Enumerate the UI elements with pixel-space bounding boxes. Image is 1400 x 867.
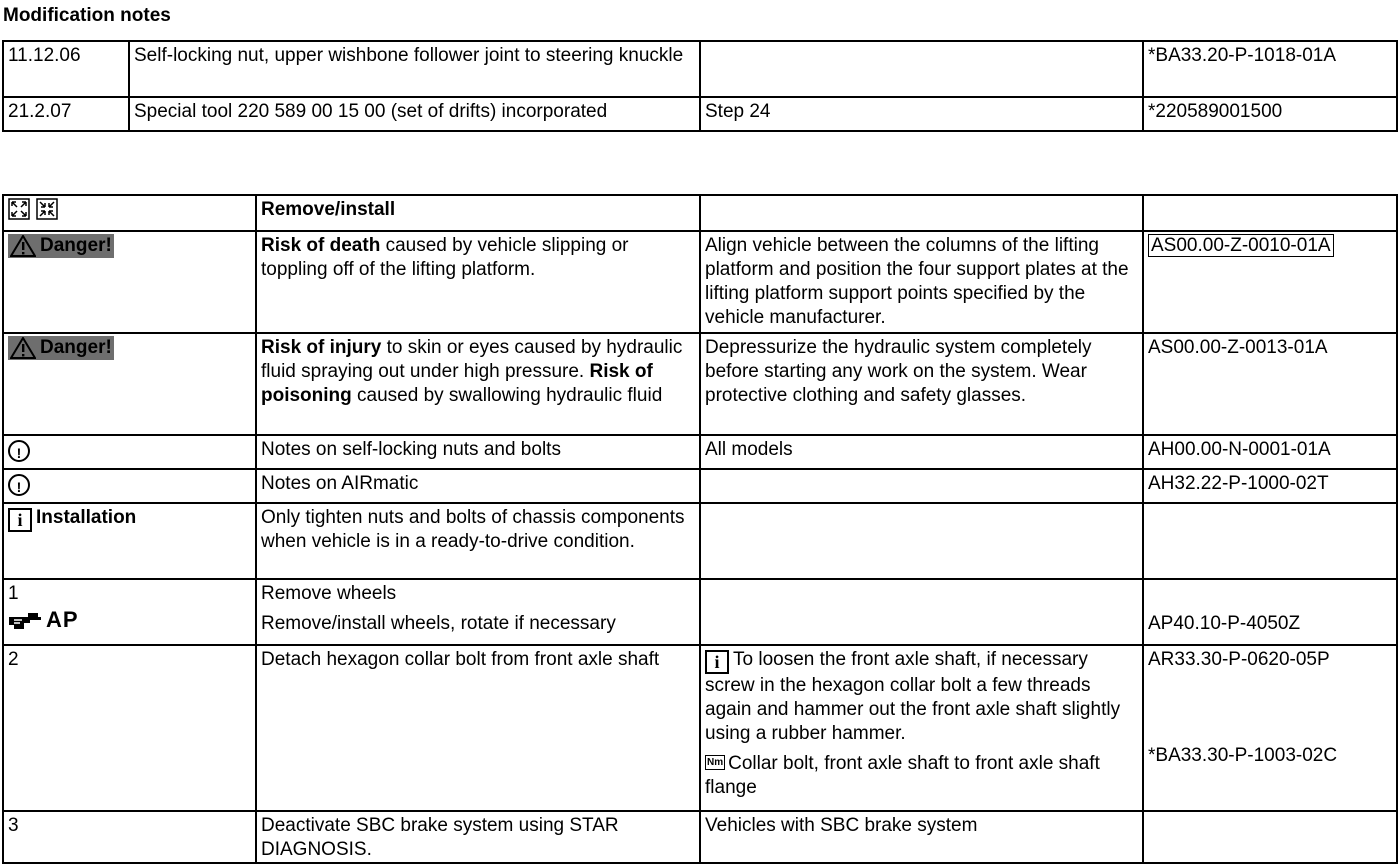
header-title: Remove/install <box>256 195 700 231</box>
step-text: Detach hexagon collar bolt from front axle shaft <box>256 645 700 811</box>
empty-cell <box>1143 503 1397 579</box>
mod-step: Step 24 <box>700 97 1143 131</box>
step-text: Deactivate SBC brake system using STAR DIAGNOSIS. <box>256 811 700 863</box>
note-text: Notes on AIRmatic <box>256 469 700 503</box>
ref-link[interactable]: *BA33.30-P-1003-02C <box>1148 745 1338 766</box>
note-icon-cell <box>3 435 256 469</box>
torque-icon: Nm <box>707 757 724 768</box>
risk-text: Risk of death caused by vehicle slipping or toppling off of the lifting platform. <box>256 231 700 333</box>
mod-date: 11.12.06 <box>3 41 129 97</box>
note-icon-cell <box>3 469 256 503</box>
modification-notes-table <box>2 40 1398 132</box>
info-icon: i <box>705 650 729 674</box>
ref-cell <box>1143 645 1397 811</box>
pointing-hand-icon <box>8 609 42 631</box>
ref-link[interactable]: AH32.22-P-1000-02T <box>1143 469 1397 503</box>
step-notes-cell <box>700 645 1143 811</box>
table-row <box>3 645 1397 811</box>
danger-cell <box>3 333 256 435</box>
table-row <box>3 231 1397 333</box>
ref-link[interactable]: AS00.00-Z-0013-01A <box>1143 333 1397 435</box>
mod-description: Self-locking nut, upper wishbone follower joint to steering knuckle <box>129 41 700 97</box>
ap-row <box>8 608 251 632</box>
step-subtext: Remove/install wheels, rotate if necessary <box>261 613 616 634</box>
table-row <box>3 469 1397 503</box>
header-icon-cell <box>3 195 256 231</box>
note-scope: All models <box>700 435 1143 469</box>
mod-step <box>700 41 1143 97</box>
empty-cell <box>700 579 1143 645</box>
notes-icon: ! <box>8 474 30 496</box>
table-row <box>3 579 1397 645</box>
mod-ref[interactable]: *BA33.20-P-1018-01A <box>1143 41 1397 97</box>
info-note: i To loosen the front axle shaft, if necessary screw in the hexagon collar bolt a few threads again and hammer out the front axle shaft slightly using a rubber hammer. <box>705 649 1121 744</box>
page-title: Modification notes <box>3 5 171 26</box>
procedure-table <box>2 194 1398 864</box>
ref-cell <box>1143 579 1397 645</box>
measure-text: Align vehicle between the columns of the lifting platform and position the four support plates at the lifting platform support points specified by the vehicle manufacturer. <box>700 231 1143 333</box>
header-empty <box>700 195 1143 231</box>
step-number: 1 <box>8 583 19 604</box>
header-empty <box>1143 195 1397 231</box>
table-row <box>3 333 1397 435</box>
installation-cell <box>3 503 256 579</box>
collapse-icon[interactable] <box>36 198 58 220</box>
danger-badge <box>8 234 114 258</box>
step-number: 3 <box>3 811 256 863</box>
table-row <box>3 503 1397 579</box>
warning-triangle-icon <box>10 337 36 359</box>
note-scope <box>700 469 1143 503</box>
table-row <box>3 811 1397 863</box>
risk-text: Risk of injury to skin or eyes caused by hydraulic fluid spraying out under high pressure. Risk of poisoning caused by swallowing hydraulic fluid <box>256 333 700 435</box>
ref-link[interactable]: AR33.30-P-0620-05P <box>1148 649 1330 670</box>
step-number: 2 <box>3 645 256 811</box>
mod-ref[interactable]: *220589001500 <box>1143 97 1397 131</box>
danger-label: Danger! <box>40 235 112 256</box>
ref-cell <box>1143 231 1397 333</box>
ref-link[interactable]: AS00.00-Z-0010-01A <box>1148 234 1334 257</box>
table-row <box>3 435 1397 469</box>
ref-link[interactable]: AH00.00-N-0001-01A <box>1143 435 1397 469</box>
danger-label: Danger! <box>40 337 112 358</box>
warning-triangle-icon <box>10 235 36 257</box>
installation-text: Only tighten nuts and bolts of chassis components when vehicle is in a ready-to-drive condition. <box>256 503 700 579</box>
torque-note: Nm Collar bolt, front axle shaft to front axle shaft flange <box>705 753 1100 798</box>
step-number-cell <box>3 579 256 645</box>
empty-cell <box>700 503 1143 579</box>
mod-description: Special tool 220 589 00 15 00 (set of drifts) incorporated <box>129 97 700 131</box>
table-row <box>3 41 1397 97</box>
step-scope: Vehicles with SBC brake system <box>700 811 1143 863</box>
expand-icon[interactable] <box>8 198 30 220</box>
table-row <box>3 97 1397 131</box>
ap-label: AP <box>46 607 79 632</box>
note-text: Notes on self-locking nuts and bolts <box>256 435 700 469</box>
info-icon: i <box>8 508 32 532</box>
ref-link[interactable]: AP40.10-P-4050Z <box>1148 613 1301 634</box>
step-text-cell <box>256 579 700 645</box>
mod-date: 21.2.07 <box>3 97 129 131</box>
step-text: Remove wheels <box>261 583 397 604</box>
table-row <box>3 195 1397 231</box>
danger-cell <box>3 231 256 333</box>
measure-text: Depressurize the hydraulic system completely before starting any work on the system. Wear protective clothing and safety glasses. <box>700 333 1143 435</box>
installation-label: Installation <box>36 507 137 528</box>
ref-link[interactable] <box>1143 811 1397 863</box>
notes-icon: ! <box>8 440 30 462</box>
danger-badge <box>8 336 114 360</box>
